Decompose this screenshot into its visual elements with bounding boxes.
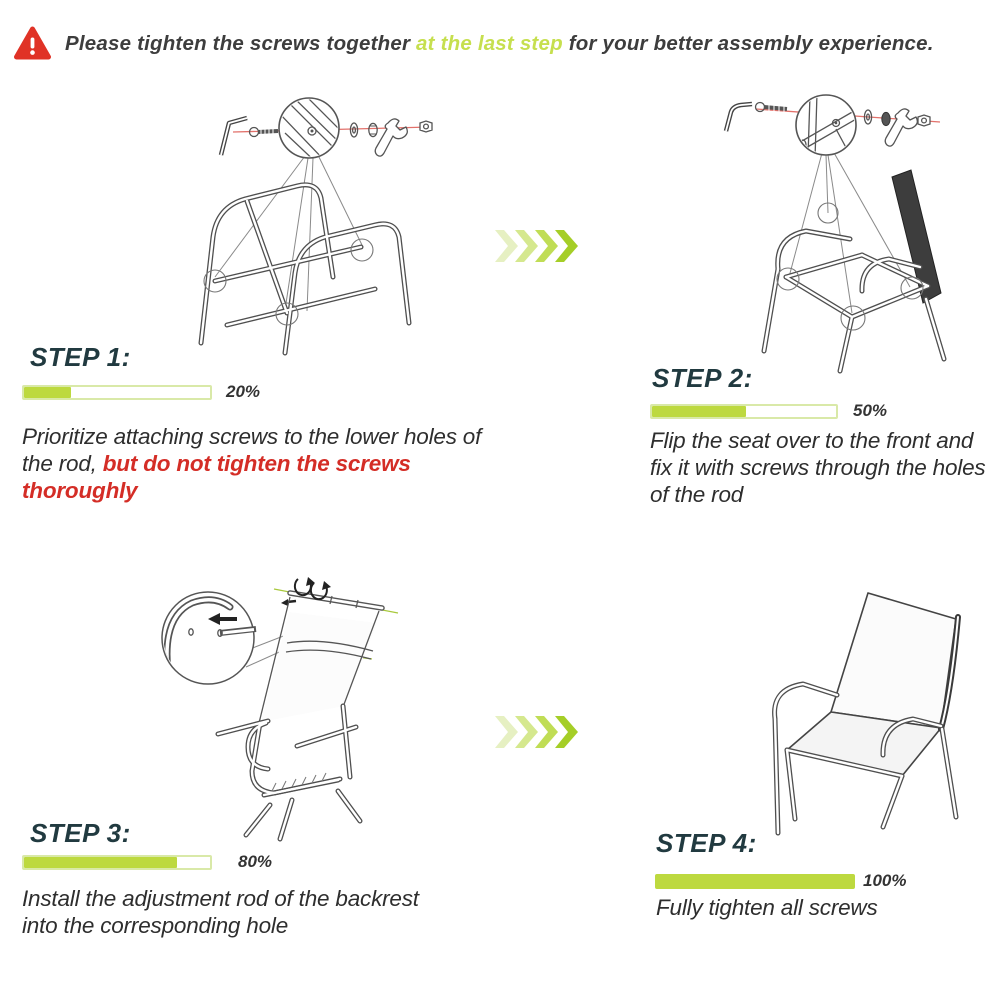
step3-progress-bar [22,855,212,870]
step3-to-step4-chevrons [495,712,583,752]
step4-description-normal: Fully tighten all screws [656,895,878,920]
banner-text-highlight: at the last step [416,31,563,55]
warning-banner [14,26,995,61]
warning-banner-text [65,32,934,56]
step1-description-emphasis: but do not tighten the screws thoroughly [22,451,411,503]
step2-progress-fill [652,406,746,417]
step1-description [22,423,484,504]
step1-description-normal: Prioritize attaching screws to the lower holes of the rod, [22,424,482,476]
step3-description-normal: Install the adjustment rod of the backrest into the corresponding hole [22,886,419,938]
step4-heading: STEP 4: [656,828,757,858]
step4-assembled-chair-illustration [735,565,985,855]
step3-progress-label: 80% [238,852,273,871]
step4-description [656,894,986,921]
step2-progress-label: 50% [853,401,888,420]
step2-progress-bar [650,404,838,419]
step4-progress-label: 100% [863,871,907,890]
step4-progress-bar [655,874,855,889]
banner-text-prefix: Please tighten the screws together [65,31,417,55]
step3-progress-fill [24,857,177,868]
step1-progress-label: 20% [226,382,261,401]
step3-heading: STEP 3: [30,818,131,848]
step1-to-step2-chevrons [495,226,583,266]
step1-heading: STEP 1: [30,342,131,372]
step2-heading: STEP 2: [652,363,753,393]
step2-chair-illustration [690,85,1000,375]
step4-progress-fill [657,876,853,887]
banner-text-suffix: for your better assembly experience. [562,31,934,55]
step1-chair-frame-illustration [135,85,465,390]
chevron-right-icon [495,226,583,266]
step1-progress-fill [24,387,71,398]
step2-description-normal: Flip the seat over to the front and fix it with screws through the holes of the rod [650,428,986,507]
warning-triangle-icon [14,26,51,61]
step3-rod-installation-illustration [140,555,485,845]
step3-description [22,885,422,939]
chevron-right-icon [495,712,583,752]
step1-progress-bar [22,385,212,400]
step2-description [650,427,990,508]
